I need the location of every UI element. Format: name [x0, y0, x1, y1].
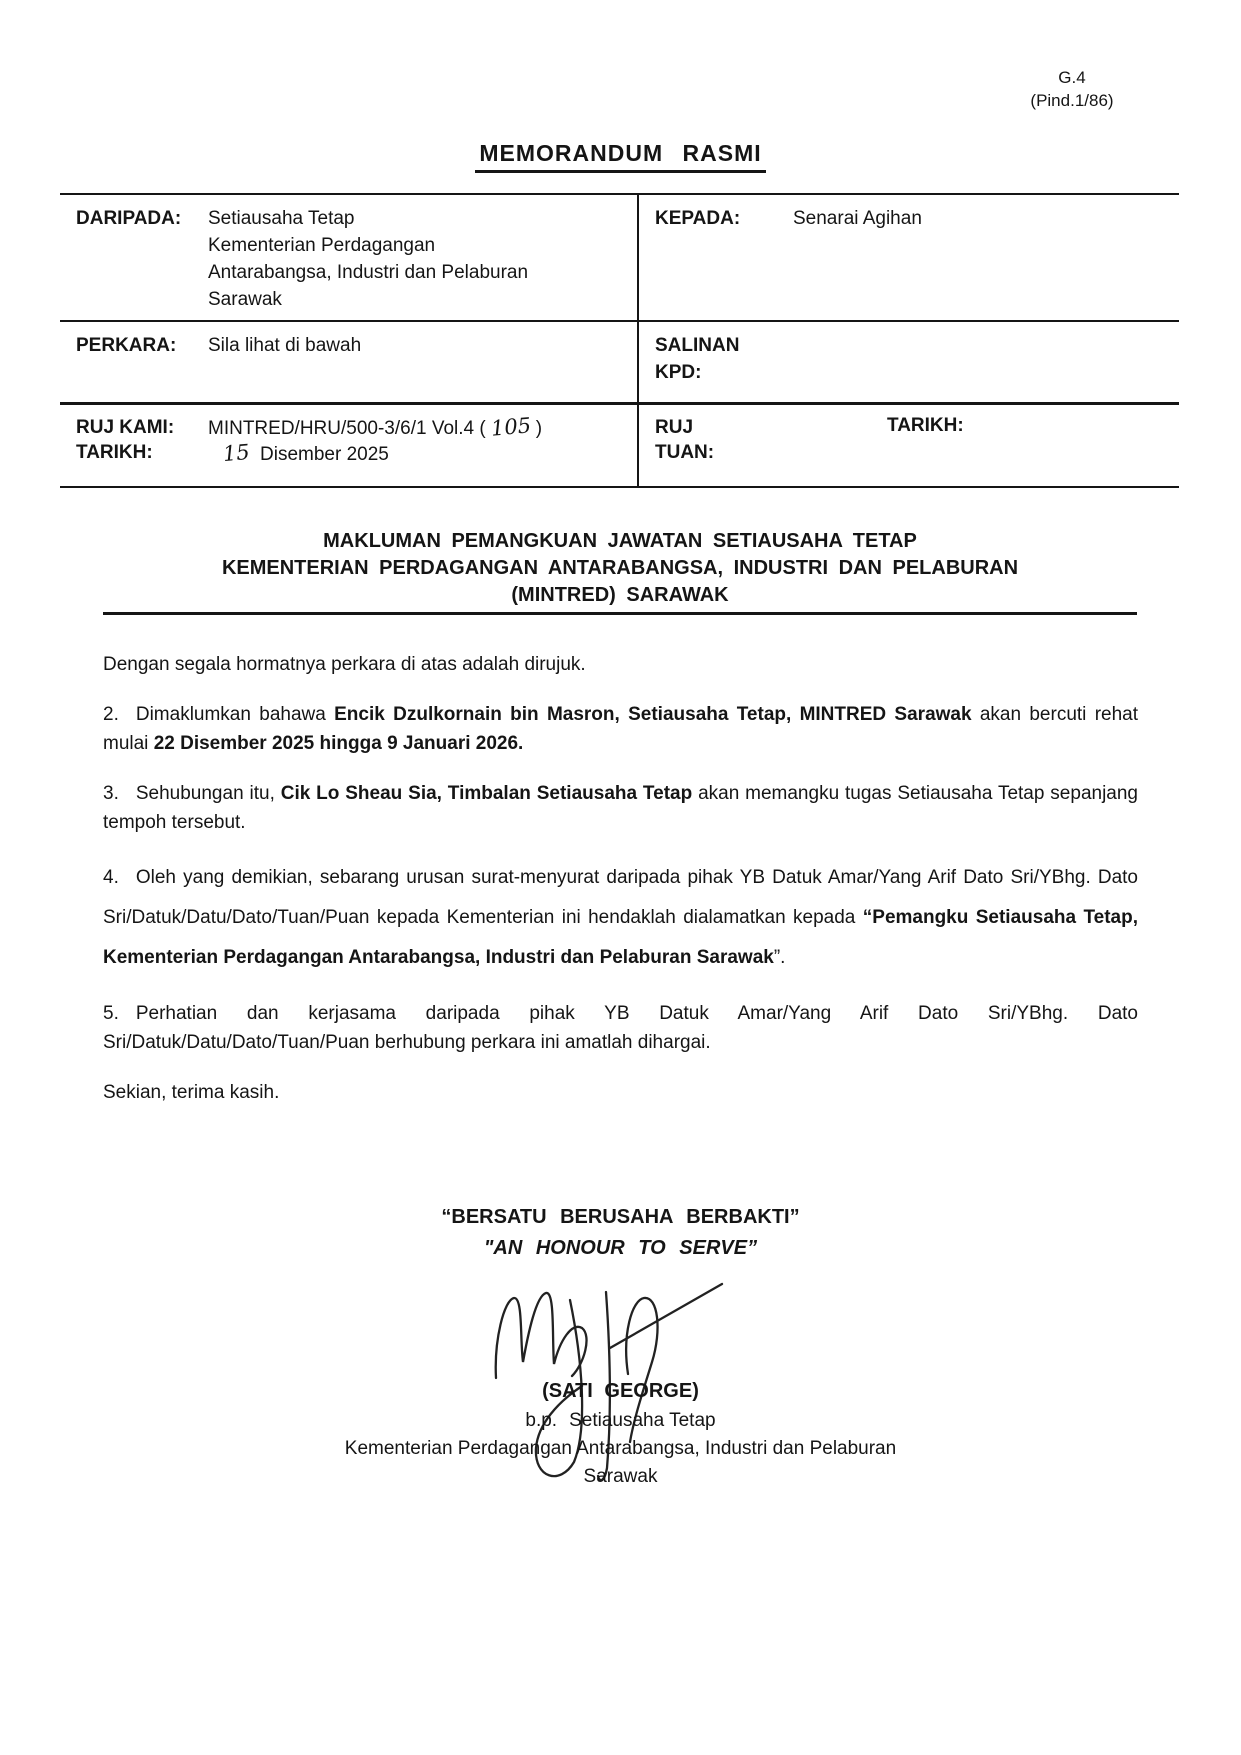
kepada-cell — [637, 195, 1179, 320]
body-text — [103, 650, 1138, 1128]
perkara-label: PERKARA: — [76, 335, 177, 356]
signatory-place: Sarawak — [583, 1466, 658, 1487]
table-row-perkara-salinan — [60, 322, 1179, 405]
ruj-kami-date: 15 Disember 2025 — [221, 439, 389, 467]
ruj-kami-values — [208, 415, 542, 486]
paragraph-2-bold-dates: 22 Disember 2025 hingga 9 Januari 2026. — [153, 733, 524, 754]
paragraph-5: 5. Perhatian dan kerjasama daripada pihak YB Datuk Amar/Yang Arif Dato Sri/YBhg. Dato Sri/Datuk/Datu/Dato/Tuan/Puan berhubung perkara ini amatlah dihargai. — [103, 1003, 1138, 1053]
signatory-bp-line: b.p. Setiausaha Tetap — [525, 1410, 716, 1431]
daripada-label: DARIPADA: — [76, 208, 182, 229]
salinan-label: SALINAN KPD: — [655, 335, 740, 383]
title-wrap — [0, 140, 1241, 173]
paragraph-4: 4. Oleh yang demikian, sebarang urusan surat-menyurat daripada pihak YB Datuk Amar/Yang Arif Dato Sri/YBhg. Dato Sri/Datuk/Datu/Dato/Tuan/Puan kepada Kementerian ini hendaklah dialamatkan kepada “Pemangku Setiausaha Tetap, Kementerian Perdagangan Antarabangsa, Industri dan Pelaburan Sarawak”. — [103, 867, 1138, 968]
table-row-daripada-kepada — [60, 195, 1179, 322]
memo-header-table — [60, 193, 1179, 488]
subject-line-1: MAKLUMAN PEMANGKUAN JAWATAN SETIAUSAHA TETAP — [323, 530, 917, 552]
form-code-block — [1002, 66, 1142, 112]
table-center-divider — [637, 195, 639, 486]
signoff-block — [0, 1377, 1241, 1491]
table-row-ruj-tarikh — [60, 405, 1179, 486]
ruj-tuan-cell — [637, 405, 1179, 486]
paragraph-3-bold-name: Cik Lo Sheau Sia, Timbalan Setiausaha Tetap — [280, 783, 693, 804]
kepada-value: Senarai Agihan — [793, 208, 922, 229]
motto-line-2: "AN HONOUR TO SERVE” — [483, 1237, 758, 1259]
paragraph-2: 2. Dimaklumkan bahawa Encik Dzulkornain bin Masron, Setiausaha Tetap, MINTRED Sarawak akan bercuti rehat mulai 22 Disember 2025 hingga 9 Januari 2026. — [103, 704, 1138, 754]
motto-block — [0, 1202, 1241, 1264]
signatory-name: (SATI GEORGE) — [542, 1380, 699, 1402]
paragraph-3-number: 3. — [103, 783, 119, 804]
paragraph-3: 3. Sehubungan itu, Cik Lo Sheau Sia, Timbalan Setiausaha Tetap akan memangku tugas Setiausaha Tetap sepanjang tempoh tersebut. — [103, 783, 1138, 833]
paragraph-4-number: 4. — [103, 867, 119, 888]
daripada-value: Setiausaha Tetap Kementerian Perdagangan Antarabangsa, Industri dan Pelaburan Sarawak — [208, 208, 529, 310]
paragraph-1: Dengan segala hormatnya perkara di atas adalah dirujuk. — [103, 654, 586, 675]
page-title: MEMORANDUM RASMI — [475, 140, 765, 173]
form-code: G.4 — [1058, 68, 1086, 87]
motto-line-1: “BERSATU BERUSAHA BERBAKTI” — [441, 1206, 800, 1228]
daripada-cell — [60, 195, 637, 320]
subject-line-2: KEMENTERIAN PERDAGANGAN ANTARABANGSA, INDUSTRI DAN PELABURAN — [221, 557, 1019, 579]
ruj-kami-cell — [60, 405, 637, 486]
paragraph-5-number: 5. — [103, 1003, 119, 1024]
signatory-org-line: Kementerian Perdagangan Antarabangsa, Industri dan Pelaburan — [344, 1438, 897, 1459]
handwritten-ref-number: 105 — [489, 413, 532, 441]
form-revision: (Pind.1/86) — [1030, 91, 1114, 110]
ruj-kami-labels: RUJ KAMI: TARIKH: — [76, 417, 175, 463]
closing-line: Sekian, terima kasih. — [103, 1082, 280, 1103]
subject-line-3: (MINTRED) SARAWAK — [511, 584, 729, 606]
kepada-label: KEPADA: — [655, 208, 741, 229]
salinan-cell — [637, 322, 1179, 402]
perkara-value: Sila lihat di bawah — [208, 335, 362, 356]
ruj-tuan-label: RUJ TUAN: — [655, 417, 715, 463]
handwritten-day: 15 — [221, 439, 251, 467]
paragraph-2-number: 2. — [103, 704, 119, 725]
paragraph-2-bold-name: Encik Dzulkornain bin Masron, Setiausaha Tetap, MINTRED Sarawak — [334, 704, 972, 725]
ruj-kami-ref: MINTRED/HRU/500-3/6/1 Vol.4 ( 105 ) — [208, 413, 543, 441]
subject-heading — [103, 528, 1137, 615]
tarikh-right-label: TARIKH: — [887, 415, 964, 436]
perkara-cell — [60, 322, 637, 402]
paragraph-4-bold-address: “Pemangku Setiausaha Tetap, Kementerian Perdagangan Antarabangsa, Industri dan Pelaburan Sarawak — [103, 907, 1138, 968]
